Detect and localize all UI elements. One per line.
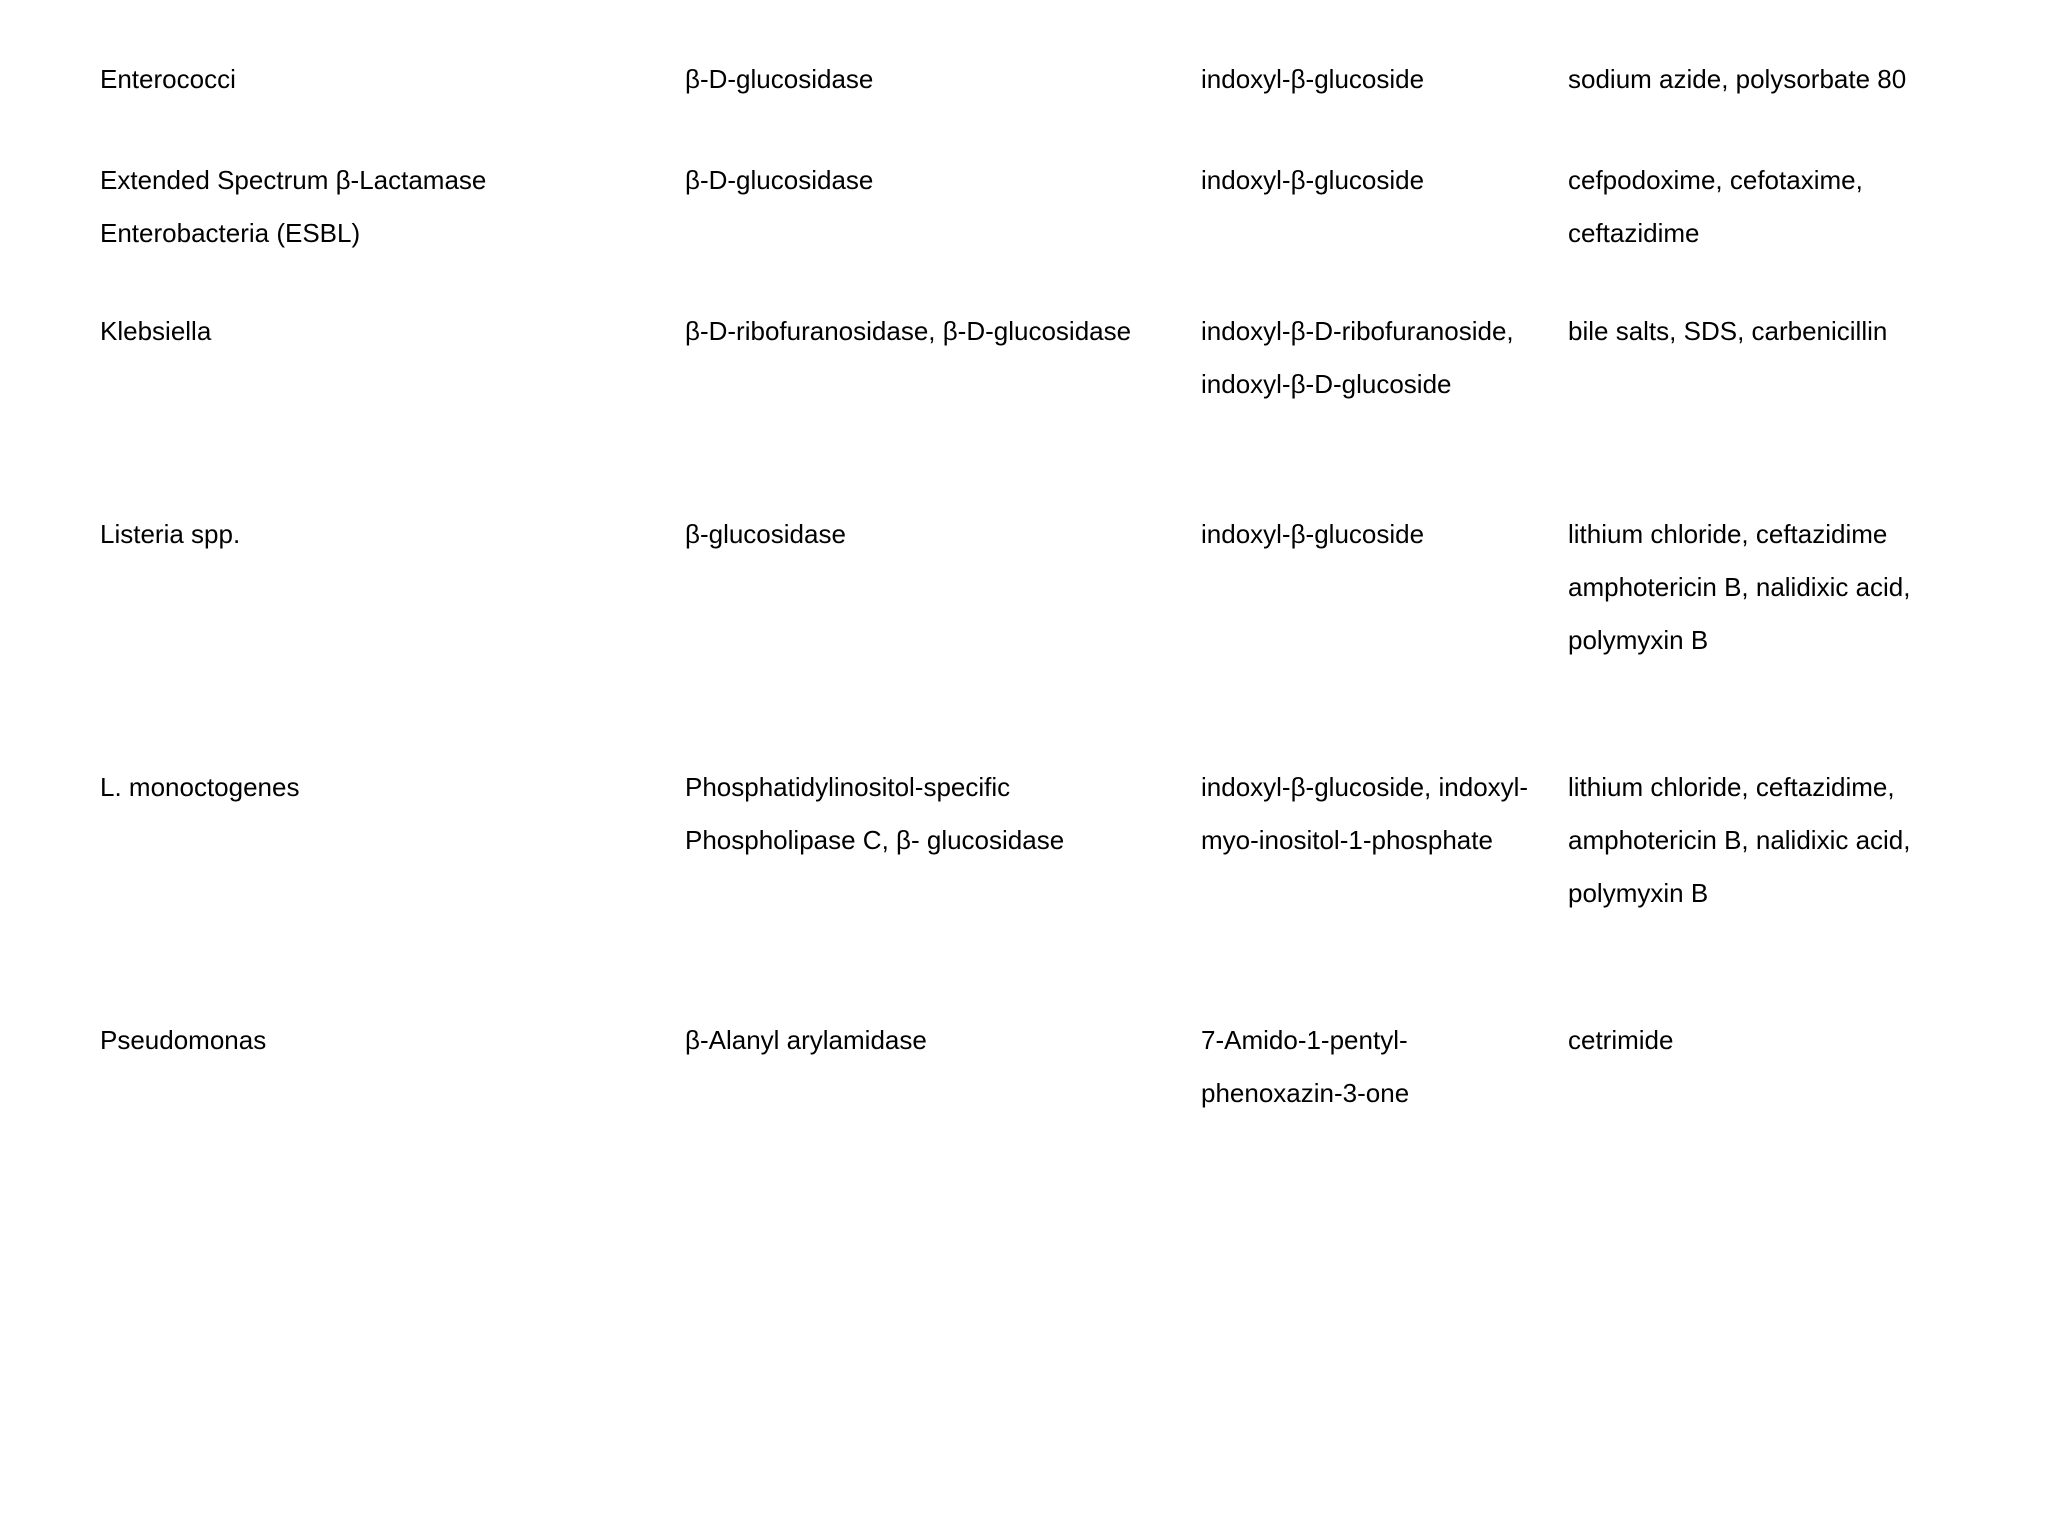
cell-text: indoxyl-β-D-glucoside (1201, 369, 1452, 399)
inhibitors-cell (1568, 154, 1863, 260)
cell-text: indoxyl-β-glucoside (1201, 165, 1425, 195)
cell-text: Enterobacteria (ESBL) (100, 218, 361, 248)
enzyme-cell (685, 154, 873, 207)
cell-text: lithium chloride, ceftazidime (1568, 519, 1888, 549)
inhibitors-cell (1568, 508, 1911, 667)
cell-text: β-D-ribofuranosidase, β-D-glucosidase (685, 316, 1132, 346)
organism-cell (100, 305, 211, 358)
cell-text: cetrimide (1568, 1025, 1674, 1055)
cell-text: indoxyl-β-glucoside (1201, 519, 1425, 549)
cell-text: phenoxazin-3-one (1201, 1078, 1410, 1108)
cell-text: β-D-glucosidase (685, 165, 874, 195)
cell-text: indoxyl-β-glucoside (1201, 64, 1425, 94)
organism-cell (100, 761, 299, 814)
inhibitors-cell (1568, 305, 1887, 358)
cell-text: amphotericin B, nalidixic acid, (1568, 572, 1911, 602)
cell-text: cefpodoxime, cefotaxime, (1568, 165, 1863, 195)
inhibitors-cell (1568, 761, 1911, 920)
cell-text: myo-inositol-1-phosphate (1201, 825, 1493, 855)
enzyme-cell (685, 508, 846, 561)
cell-text: polymyxin B (1568, 878, 1709, 908)
cell-text: β-Alanyl arylamidase (685, 1025, 927, 1055)
cell-text: sodium azide, polysorbate 80 (1568, 64, 1907, 94)
cell-text: Listeria spp. (100, 519, 241, 549)
enzyme-cell (685, 53, 873, 106)
organism-cell (100, 508, 240, 561)
enzyme-cell (685, 305, 1131, 358)
enzyme-cell (685, 1014, 927, 1067)
enzyme-cell (685, 761, 1064, 867)
organism-cell (100, 1014, 266, 1067)
cell-text: β-D-glucosidase (685, 64, 874, 94)
organism-cell (100, 154, 486, 260)
cell-text: indoxyl-β-D-ribofuranoside, (1201, 316, 1514, 346)
substrate-cell (1201, 305, 1514, 411)
cell-text: Phospholipase C, β- glucosidase (685, 825, 1065, 855)
cell-text: Extended Spectrum β-Lactamase (100, 165, 487, 195)
cell-text: Klebsiella (100, 316, 212, 346)
substrate-cell (1201, 761, 1528, 867)
cell-text: Phosphatidylinositol-specific (685, 772, 1011, 802)
cell-text: amphotericin B, nalidixic acid, (1568, 825, 1911, 855)
cell-text: polymyxin B (1568, 625, 1709, 655)
cell-text: Enterococci (100, 64, 236, 94)
cell-text: indoxyl-β-glucoside, indoxyl- (1201, 772, 1529, 802)
cell-text: 7-Amido-1-pentyl- (1201, 1025, 1408, 1055)
substrate-cell (1201, 1014, 1409, 1120)
substrate-cell (1201, 53, 1424, 106)
inhibitors-cell (1568, 53, 1906, 106)
cell-text: lithium chloride, ceftazidime, (1568, 772, 1895, 802)
cell-text: ceftazidime (1568, 218, 1700, 248)
substrate-cell (1201, 154, 1424, 207)
organism-cell (100, 53, 236, 106)
cell-text: β-glucosidase (685, 519, 846, 549)
cell-text: bile salts, SDS, carbenicillin (1568, 316, 1888, 346)
cell-text: L. monoctogenes (100, 772, 300, 802)
inhibitors-cell (1568, 1014, 1673, 1067)
cell-text: Pseudomonas (100, 1025, 267, 1055)
substrate-cell (1201, 508, 1424, 561)
